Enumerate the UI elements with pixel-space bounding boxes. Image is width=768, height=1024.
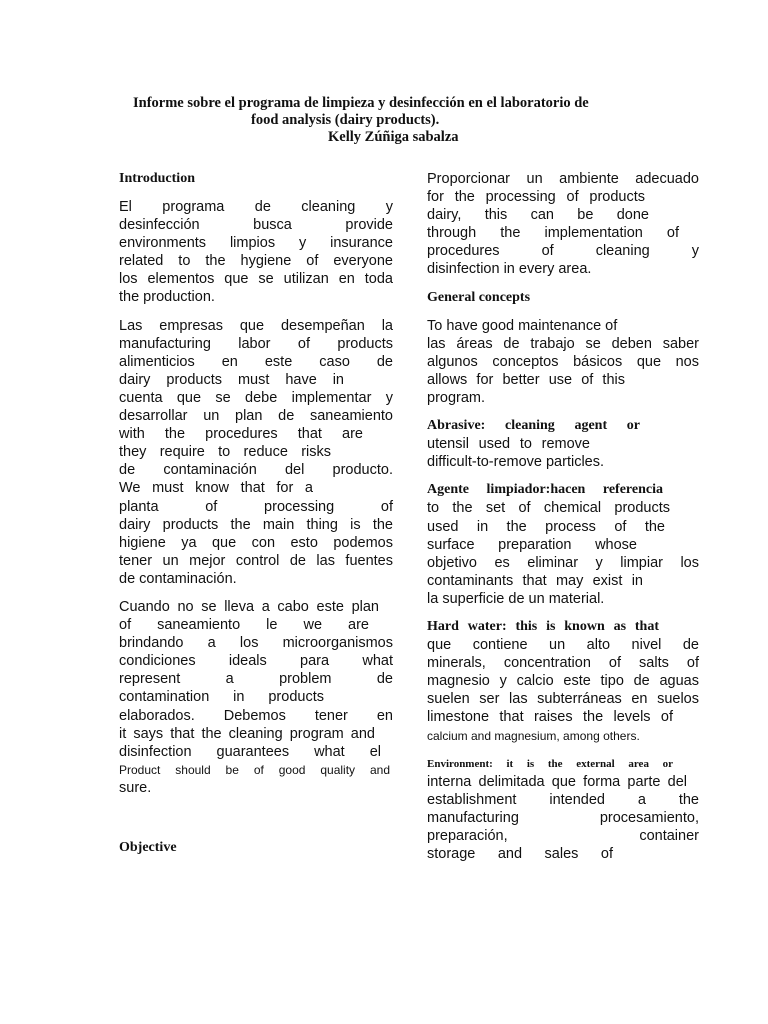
text-line: Proporcionar un ambiente adecuado xyxy=(427,171,699,187)
text-line: de contaminación. xyxy=(119,570,237,587)
abrasive-definition xyxy=(427,417,699,471)
text-line: las áreas de trabajo se deben saber xyxy=(427,335,699,352)
text-line: suelen ser las subterráneas en suelos xyxy=(427,691,699,708)
text-line: interna delimitada que forma parte del xyxy=(427,773,687,790)
text-line: they require to reduce risks xyxy=(119,444,331,461)
text-line: magnesio y calcio este tipo de aguas xyxy=(427,673,699,690)
text-line: dairy products must have in xyxy=(119,371,344,388)
text-line: related to the hygiene of everyone xyxy=(119,253,393,270)
text-line: utensil used to remove xyxy=(427,436,590,453)
left-column xyxy=(119,170,393,867)
text-line: establishment intended a the xyxy=(427,791,699,808)
general-concepts-paragraph xyxy=(427,317,699,407)
text-line: algunos conceptos básicos que nos xyxy=(427,353,699,370)
text-line: tener un mejor control de las fuentes xyxy=(119,552,393,569)
text-line: Las empresas que desempeñan la xyxy=(119,317,393,334)
text-line: dairy products the main thing is the xyxy=(119,516,393,533)
text-line: desinfección busca provide xyxy=(119,217,393,234)
text-line: of saneamiento le we are xyxy=(119,617,369,634)
text-line: de contaminación del producto. xyxy=(119,462,393,479)
document-title-line-1: Informe sobre el programa de limpieza y desinfección en el laboratorio de xyxy=(133,95,589,111)
text-line: desarrollar un plan de saneamiento xyxy=(119,408,393,425)
text-line: We must know that for a xyxy=(119,480,313,497)
objective-heading: Objective xyxy=(119,840,177,855)
text-line: brindando a los microorganismos xyxy=(119,635,393,652)
text-line: manufacturing labor of products xyxy=(119,335,393,352)
text-line: contaminants that may exist in xyxy=(427,572,643,589)
text-line: allows for better use of this xyxy=(427,371,625,388)
text-line: Product should be of good quality and xyxy=(119,762,390,777)
text-line: planta of processing of xyxy=(119,498,393,515)
text-line: difficult-to-remove particles. xyxy=(427,454,605,471)
introduction-heading: Introduction xyxy=(119,171,195,186)
text-line: preparación, container xyxy=(427,828,699,844)
text-line: contamination in products xyxy=(119,689,324,706)
text-line: environments limpios y insurance xyxy=(119,235,393,252)
text-line: to the set of chemical products xyxy=(427,500,670,517)
text-line: the production. xyxy=(119,289,215,306)
text-line: it says that the cleaning program and xyxy=(119,725,375,742)
text-line: dairy, this can be done xyxy=(427,207,649,224)
text-line: disinfection guarantees what el xyxy=(119,743,381,760)
text-line: elaborados. Debemos tener en xyxy=(119,707,393,724)
text-line: minerals, concentration of salts of xyxy=(427,655,699,672)
text-line: surface preparation whose xyxy=(427,536,637,553)
environment-definition xyxy=(427,755,699,864)
text-line: represent a problem de xyxy=(119,671,393,688)
hard-water-definition xyxy=(427,618,699,745)
text-line: objetivo es eliminar y limpiar los xyxy=(427,554,699,571)
text-line: higiene ya que con esto podemos xyxy=(119,534,393,551)
agente-term: Agente limpiador:hacen referencia xyxy=(427,482,663,498)
text-line: condiciones ideals para what xyxy=(119,653,393,670)
text-line: for the processing of products xyxy=(427,189,645,206)
text-line: program. xyxy=(427,389,486,406)
text-line: manufacturing procesamiento, xyxy=(427,809,699,826)
text-line: procedures of cleaning y xyxy=(427,243,699,260)
document-author: Kelly Zúñiga sabalza xyxy=(328,129,459,145)
text-line: Cuando no se lleva a cabo este plan xyxy=(119,598,379,615)
intro-paragraph-1 xyxy=(119,198,393,307)
intro-paragraph-2 xyxy=(119,317,393,588)
abrasive-term: Abrasive: cleaning agent or xyxy=(427,418,640,434)
right-column xyxy=(427,170,699,873)
text-line: storage and sales of xyxy=(427,846,613,863)
document-title-line-2: food analysis (dairy products). xyxy=(251,112,440,128)
general-concepts-heading: General concepts xyxy=(427,289,531,305)
intro-paragraph-3 xyxy=(119,598,393,797)
text-line: cuenta que se debe implementar y xyxy=(119,389,393,406)
hard-water-term: Hard water: this is known as that xyxy=(427,618,659,634)
text-line: sure. xyxy=(119,779,152,796)
text-line: la superficie de un material. xyxy=(427,590,605,607)
text-line: through the implementation of xyxy=(427,225,679,242)
objective-paragraph xyxy=(427,170,699,279)
text-line: que contiene un alto nivel de xyxy=(427,637,699,654)
text-line: with the procedures that are xyxy=(119,426,363,443)
text-line: used in the process of the xyxy=(427,518,665,535)
text-line: alimenticios en este caso de xyxy=(119,353,393,370)
agente-definition xyxy=(427,481,699,608)
text-line: los elementos que se utilizan en toda xyxy=(119,271,393,288)
text-line: calcium and magnesium, among others. xyxy=(427,728,640,743)
text-line: El programa de cleaning y xyxy=(119,199,393,215)
environment-term: Environment: it is the external area or xyxy=(427,757,673,770)
text-line: To have good maintenance of xyxy=(427,317,618,334)
text-line: disinfection in every area. xyxy=(427,261,592,278)
text-line: limestone that raises the levels of xyxy=(427,709,673,726)
